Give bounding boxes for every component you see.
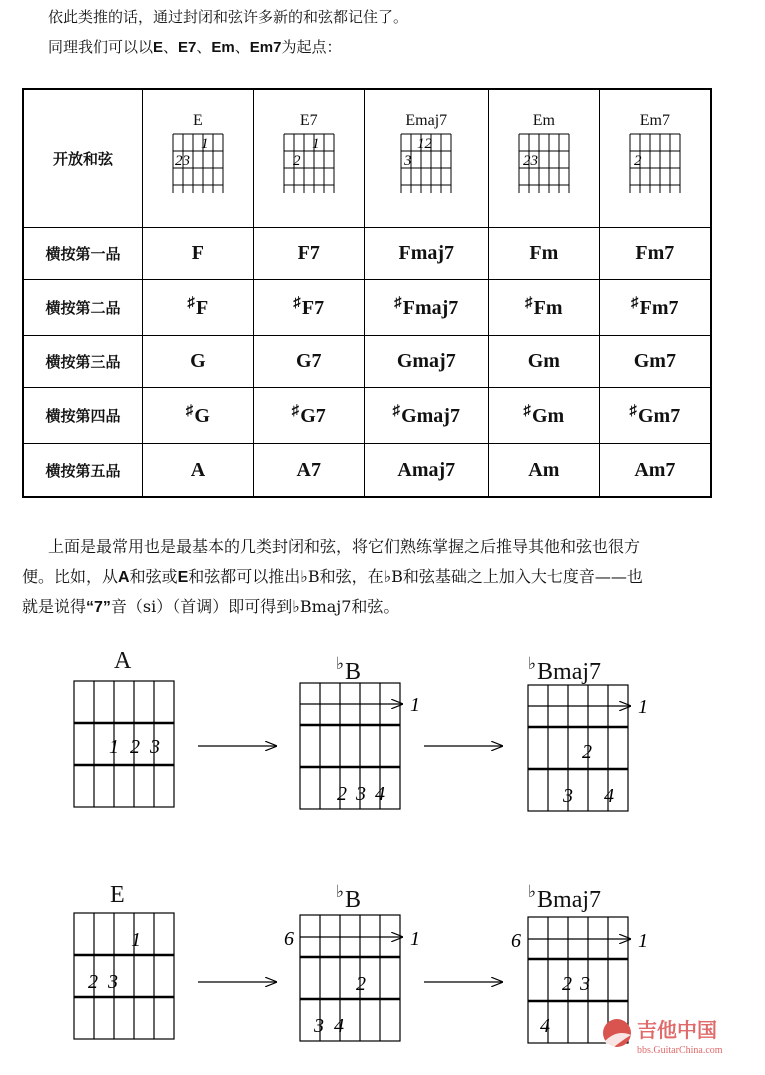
flat-icon: ♭ xyxy=(528,654,537,673)
finger-label: 3 xyxy=(404,152,412,169)
chord-name: Em7 xyxy=(639,111,670,129)
finger-label: 1 xyxy=(109,736,119,758)
chord-cell: Gmaj7 xyxy=(364,335,488,387)
finger-label: 2 xyxy=(562,973,572,995)
sharp-icon: ♯ xyxy=(394,294,402,311)
row-label: 横按第一品 xyxy=(23,227,143,279)
chord-cell: F xyxy=(143,227,254,279)
finger-label: 4 xyxy=(334,1015,344,1037)
finger-label: 3 xyxy=(150,736,160,758)
finger-label: 2 xyxy=(292,152,301,169)
chord-name: G7 xyxy=(300,405,326,428)
finger-label: 1 xyxy=(311,135,320,152)
chord-name: Fm xyxy=(533,296,563,319)
chord-name: E xyxy=(193,111,203,129)
chord-name: F xyxy=(196,296,209,319)
guitar-logo-icon xyxy=(597,1011,747,1061)
title-text: Bmaj7 xyxy=(537,887,602,913)
row-label: 横按第二品 xyxy=(23,279,143,335)
finger-label: 3 xyxy=(356,783,366,805)
chord-cell: Amaj7 xyxy=(364,444,488,497)
chord-cell: Fmaj7 xyxy=(364,227,488,279)
sharp-icon: ♯ xyxy=(523,403,531,420)
sharp-icon: ♯ xyxy=(291,403,300,420)
finger-label: 2 xyxy=(337,783,347,805)
paragraph-line-1: 上面是最常用也是最基本的几类封闭和弦，将它们熟练掌握之后推导其他和弦也很方 xyxy=(48,537,641,556)
chord-name: Em xyxy=(532,111,555,129)
text-bflat: ♭B xyxy=(383,567,403,586)
flat-icon: ♭ xyxy=(528,882,537,901)
chord-name: F7 xyxy=(301,296,325,319)
title-text: Bmaj7 xyxy=(537,659,602,685)
text: 和弦基础之上加入大七度音——也 xyxy=(402,567,643,586)
sharp-icon: ♯ xyxy=(629,403,637,420)
watermark-brand: 吉他中国 xyxy=(637,1020,717,1042)
finger-label: 4 xyxy=(540,1015,550,1037)
sharp-icon: ♯ xyxy=(185,403,194,420)
row-label: 横按第三品 xyxy=(23,335,143,387)
barre-left-label: 6 xyxy=(284,928,294,950)
text: 便。比如，从 xyxy=(22,567,119,586)
open-chord-label: 开放和弦 xyxy=(23,89,143,227)
text-bflat: ♭B xyxy=(300,567,320,586)
chord-cell: G7 xyxy=(253,335,364,387)
finger-label: 3 xyxy=(563,785,573,807)
chord-cell: G xyxy=(143,335,254,387)
chord-cell: Am xyxy=(488,444,599,497)
grid-bflatmaj7 xyxy=(528,685,630,811)
chord-cell: A7 xyxy=(253,444,364,497)
chord-name: Gm7 xyxy=(638,405,681,428)
flat-icon: ♭ xyxy=(336,654,345,673)
barre-label: 1 xyxy=(410,928,420,950)
finger-label: 3 xyxy=(580,973,590,995)
intro-line-2-suffix: 为起点： xyxy=(281,38,342,56)
text: 和弦，在 xyxy=(319,567,384,586)
finger-label: 4 xyxy=(604,785,614,807)
finger-label: 3 xyxy=(314,1015,324,1037)
finger-label: 23 xyxy=(174,152,190,169)
text: 和弦都可以推出 xyxy=(188,567,301,586)
text: 就是说得 xyxy=(22,597,87,616)
finger-label: 23 xyxy=(522,152,538,169)
sharp-icon: ♯ xyxy=(392,403,401,420)
finger-label: 2 xyxy=(633,152,642,169)
chord-name: Gmaj7 xyxy=(401,405,460,428)
text-e: E xyxy=(177,569,189,586)
diagram-title-e: E xyxy=(110,882,125,908)
finger-label: 1 xyxy=(131,929,141,951)
finger-label: 2 xyxy=(356,973,366,995)
chord-name: G xyxy=(194,405,210,428)
row-label: 横按第四品 xyxy=(23,387,143,443)
chord-cell: Gm xyxy=(488,335,599,387)
chord-cell: A xyxy=(143,444,254,497)
sep: 、 xyxy=(163,38,179,56)
intro-line-1: 依此类推的话，通过封闭和弦许多新的和弦都记住了。 xyxy=(48,8,409,26)
sharp-icon: ♯ xyxy=(631,294,639,311)
intro-e7: E7 xyxy=(178,39,197,56)
finger-label: 3 xyxy=(108,971,118,993)
finger-label: 2 xyxy=(88,971,98,993)
sep: 、 xyxy=(196,38,212,56)
chord-cell: Am7 xyxy=(599,444,711,497)
title-text: B xyxy=(345,887,362,913)
chord-cell: F7 xyxy=(253,227,364,279)
chord-name: Emaj7 xyxy=(405,111,448,129)
sep: 、 xyxy=(234,38,250,56)
text-seven: “7” xyxy=(86,599,111,616)
watermark-logo xyxy=(597,1011,747,1061)
title-text: B xyxy=(345,659,362,685)
text: 和弦或 xyxy=(129,567,178,586)
sharp-icon: ♯ xyxy=(293,294,301,311)
row-label: 横按第五品 xyxy=(23,444,143,497)
flat-icon: ♭ xyxy=(336,882,345,901)
chord-name: Fmaj7 xyxy=(402,296,459,319)
chord-name: Fm7 xyxy=(639,296,679,319)
finger-label: 2 xyxy=(130,736,140,758)
sharp-icon: ♯ xyxy=(187,294,196,311)
text-a: A xyxy=(118,569,130,586)
chord-cell: Fm7 xyxy=(599,227,711,279)
text-bbmaj7: ♭Bmaj7 xyxy=(292,597,352,616)
finger-label: 1 xyxy=(200,135,209,152)
chord-name: Gm xyxy=(531,405,565,428)
intro-em: Em xyxy=(211,39,235,56)
chord-name: E7 xyxy=(299,111,318,129)
barre-left-label: 6 xyxy=(511,930,521,952)
finger-label: 4 xyxy=(375,783,385,805)
barre-label: 1 xyxy=(638,930,648,952)
text: 音（si）（首调）即可得到 xyxy=(110,597,293,616)
intro-e: E xyxy=(153,39,164,56)
finger-label: 12 xyxy=(417,135,433,152)
text: 和弦。 xyxy=(351,597,400,616)
barre-label: 1 xyxy=(410,694,420,716)
barre-label: 1 xyxy=(638,696,648,718)
watermark-url: bbs.GuitarChina.com xyxy=(637,1045,723,1056)
chord-cell: Gm7 xyxy=(599,335,711,387)
intro-line-2-prefix: 同理我们可以以 xyxy=(48,38,154,56)
intro-em7: Em7 xyxy=(249,39,282,56)
grid-bflat xyxy=(300,683,402,809)
finger-label: 2 xyxy=(582,741,592,763)
sharp-icon: ♯ xyxy=(525,294,533,311)
chord-cell: Fm xyxy=(488,227,599,279)
diagram-title-a: A xyxy=(114,648,132,674)
